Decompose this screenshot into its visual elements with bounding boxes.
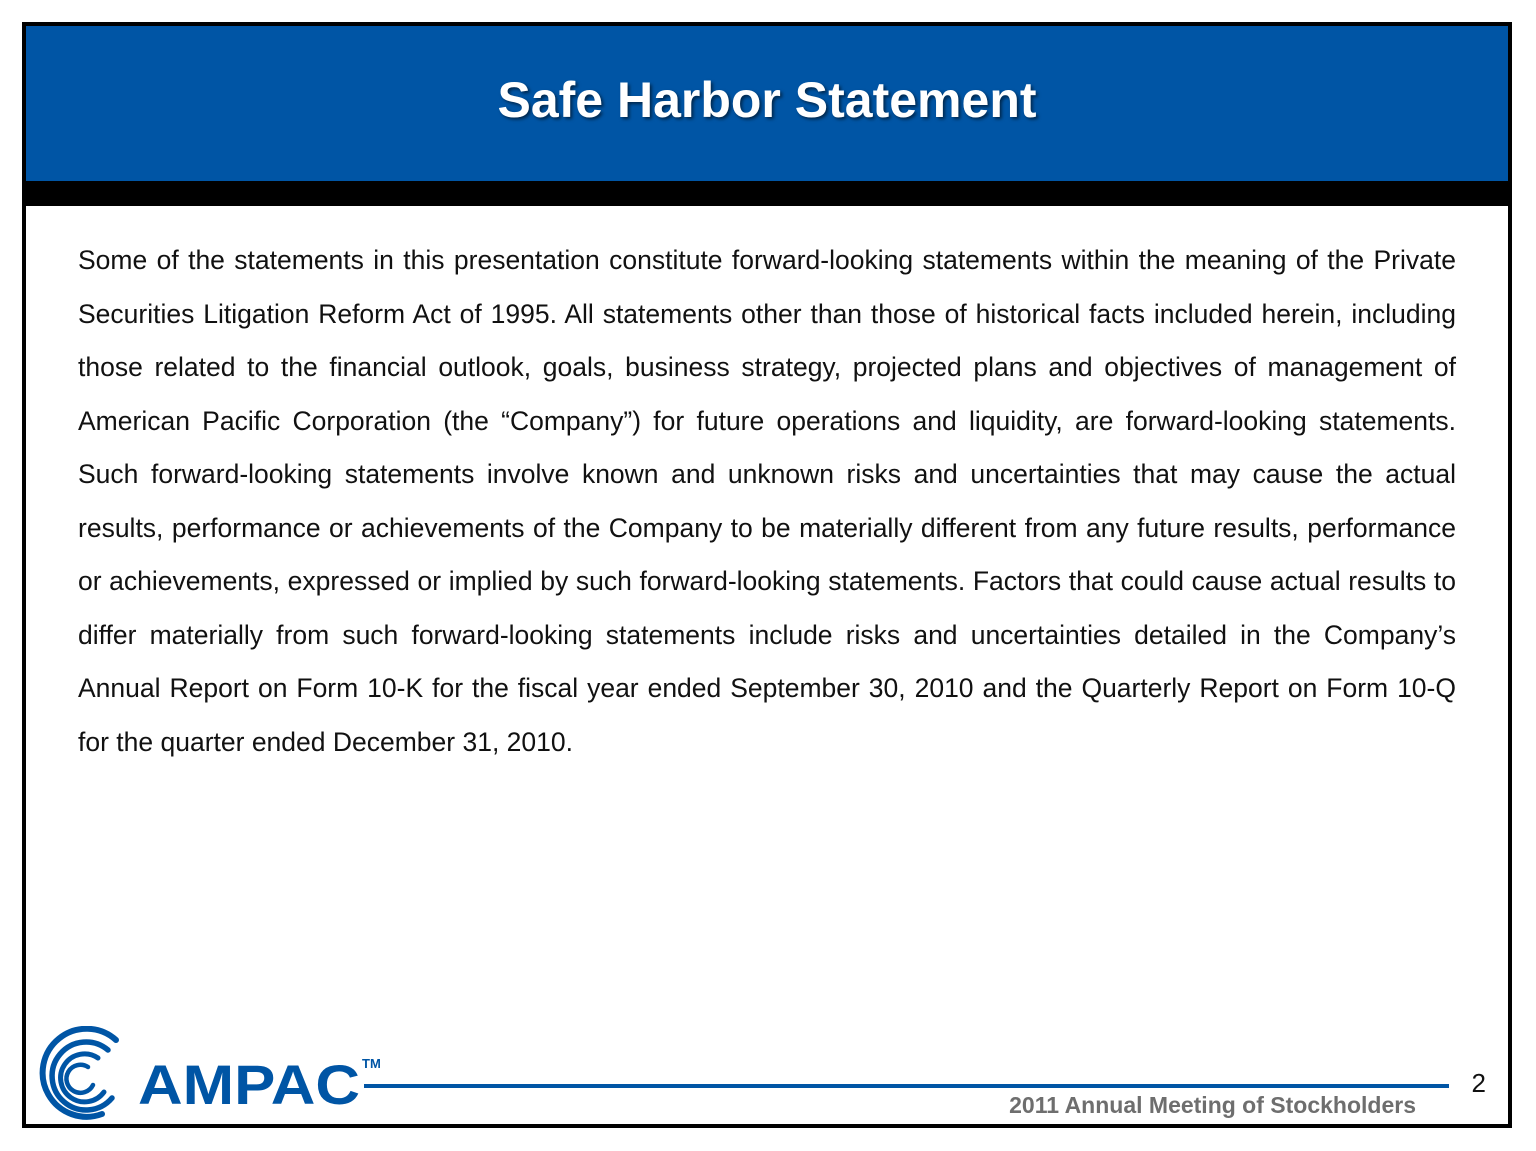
trademark-mark: TM [362, 1056, 381, 1071]
slide [22, 22, 1512, 1128]
meeting-label: 2011 Annual Meeting of Stockholders [1009, 1092, 1416, 1118]
safe-harbor-paragraph: Some of the statements in this presentation constitute forward-looking statements within the meaning of the Private Securities Litigation Reform Act of 1995. All statements other than those of historical facts included herein, including those related to the financial outlook, goals, business strategy, projected plans and objectives of management of American Pacific Corporation (the “Company”) for future operations and liquidity, are forward-looking statements. Such forward-looking statements involve known and unknown risks and uncertainties that may cause the actual results, performance or achievements of the Company to be materially different from any future results, performance or achievements, expressed or implied by such forward-looking statements. Factors that could cause actual results to differ materially from such forward-looking statements include risks and uncertainties detailed in the Company’s Annual Report on Form 10-K for the fiscal year ended September 30, 2010 and the Quarterly Report on Form 10-Q for the quarter ended December 31, 2010. [78, 245, 1456, 757]
ampac-swirl-icon [43, 1029, 116, 1117]
ampac-wordmark: AMPAC [138, 1053, 360, 1116]
header-band [26, 26, 1508, 181]
slide-title: Safe Harbor Statement [497, 71, 1037, 128]
header-divider [26, 181, 1508, 206]
page-number: 2 [1471, 1068, 1486, 1098]
ampac-logo [38, 1026, 383, 1126]
footer-rule [364, 1084, 1449, 1088]
